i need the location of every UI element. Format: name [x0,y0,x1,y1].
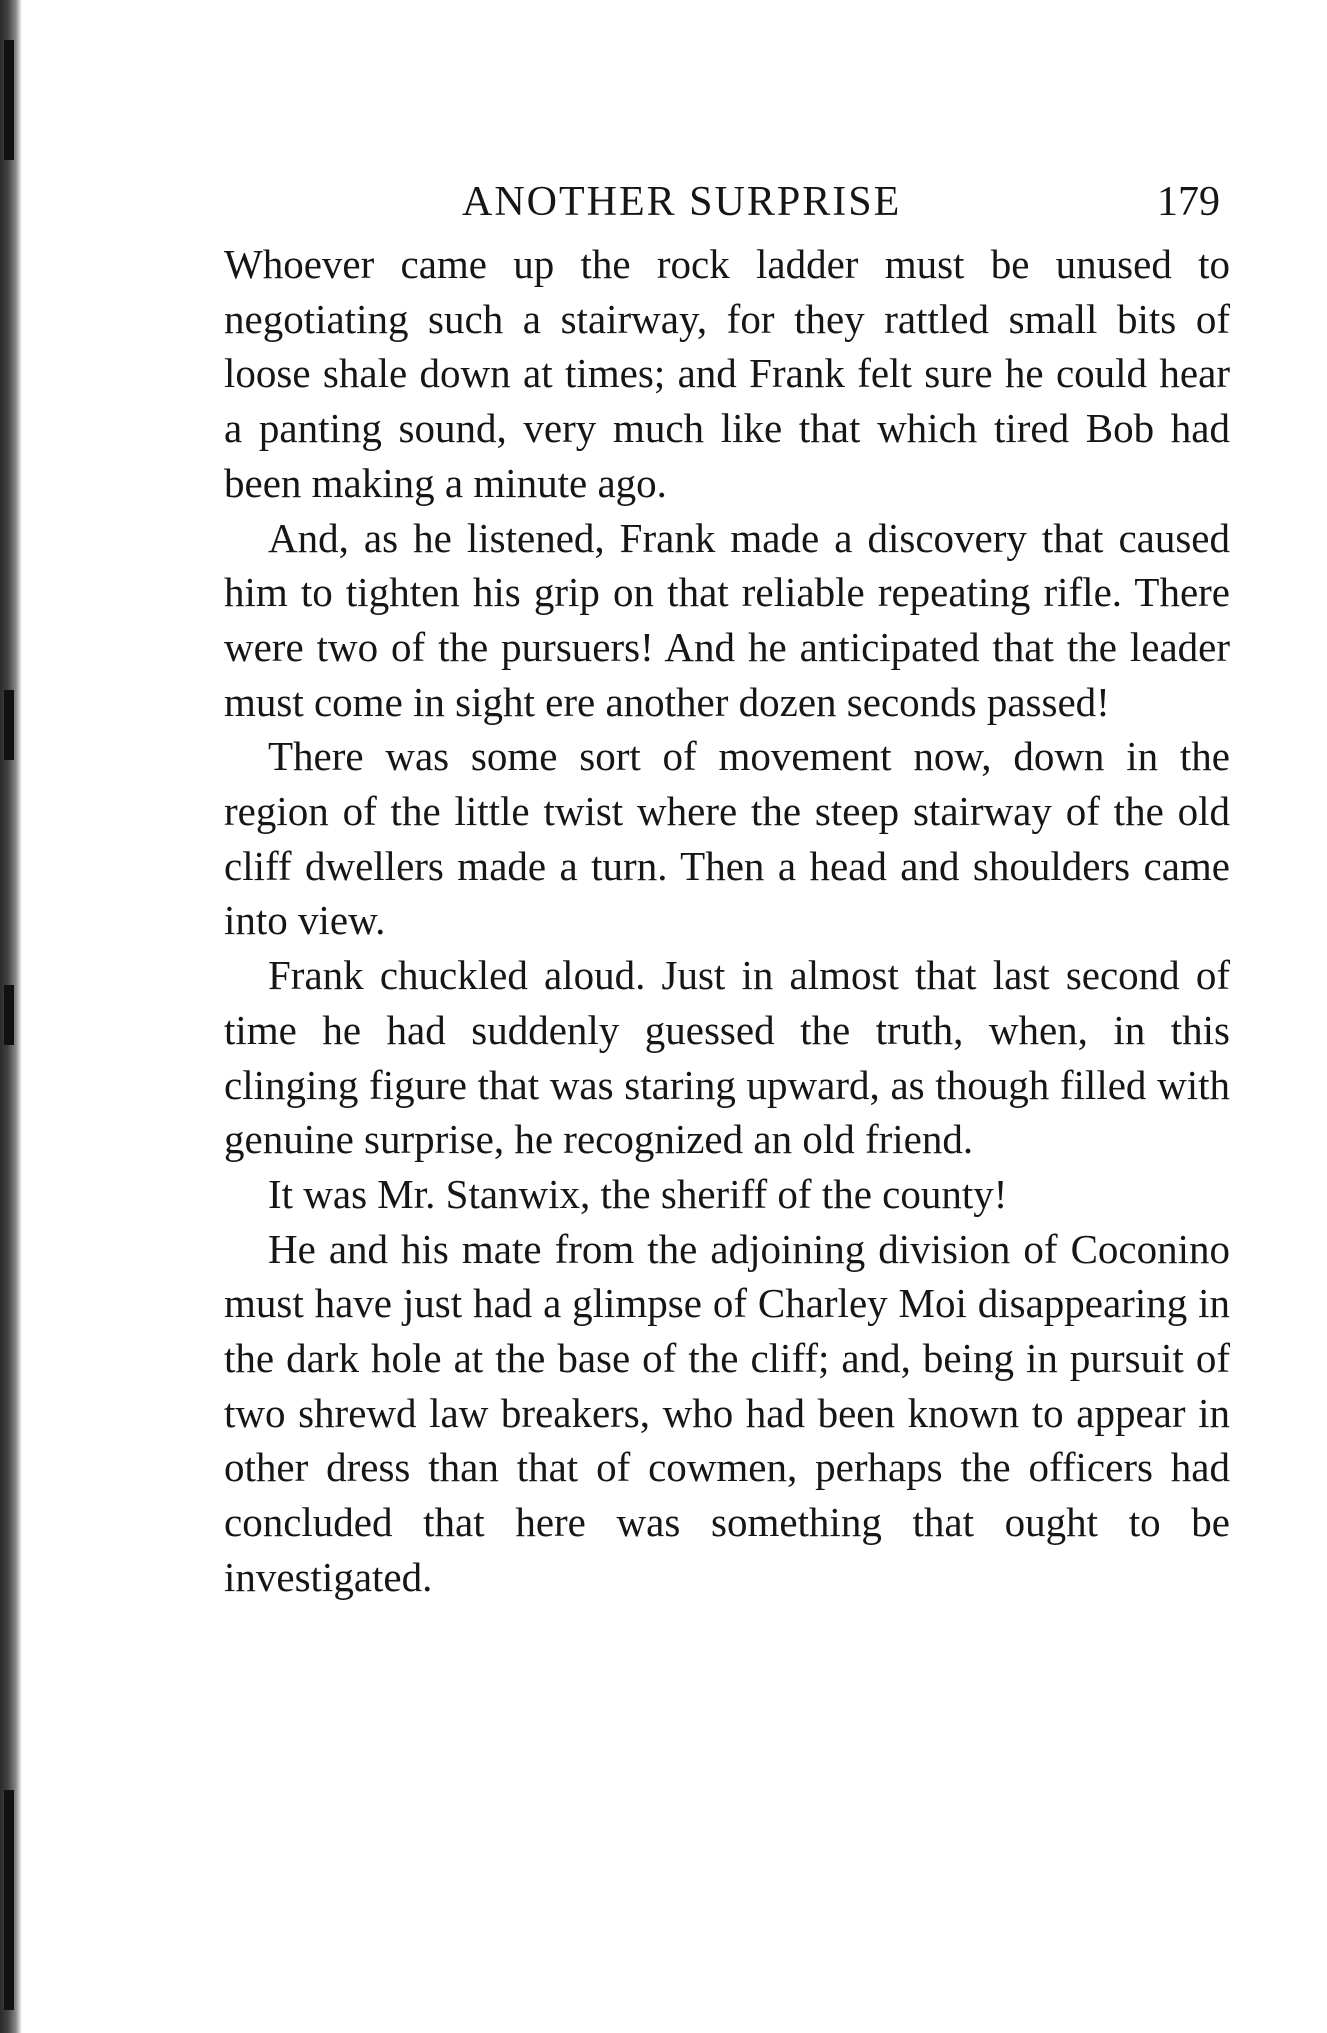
page-header [224,172,1230,232]
paragraph-5: It was Mr. Stanwix, the sheriff of the county! [268,1170,1008,1217]
scan-edge-mark [4,40,14,160]
paragraph-3: There was some sort of movement now, down in the region of the little twist where the steep stairway of the old cliff dwellers made a turn. Then a head and shoulders came into view. [224,733,1230,944]
page-number: 179 [1157,179,1220,225]
paragraph-2: And, as he listened, Frank made a discovery that caused him to tighten his grip on that reliable repeating rifle. There were two of the pursuers! And he anticipated that the leader must come in sight ere another dozen seconds passed! [224,514,1230,725]
page-body [224,237,1230,1605]
paragraph-4: Frank chuckled aloud. Just in almost that last second of time he had suddenly guessed the truth, when, in this clinging figure that was staring upward, as though filled with genuine surprise, he recognized an old friend. [224,952,1230,1163]
scan-edge-mark [4,1790,14,2010]
scanned-page-edge [0,0,22,2033]
scan-edge-mark [4,690,14,760]
paragraph-1: Whoever came up the rock ladder must be unused to negotiating such a stairway, for they rattled small bits of loose shale down at times; and Frank felt sure he could hear a panting sound, very much like that which tired Bob had been making a minute ago. [224,241,1230,506]
scan-edge-mark [4,985,14,1045]
paragraph-6: He and his mate from the adjoining division of Coconino must have just had a glimpse of Charley Moi disappearing in the dark hole at the base of the cliff; and, being in pursuit of two shrewd law breakers, who had been known to appear in other dress than that of cowmen, perhaps the officers had concluded that here was something that ought to be investigated. [224,1225,1230,1600]
running-title: ANOTHER SURPRISE [462,179,902,225]
